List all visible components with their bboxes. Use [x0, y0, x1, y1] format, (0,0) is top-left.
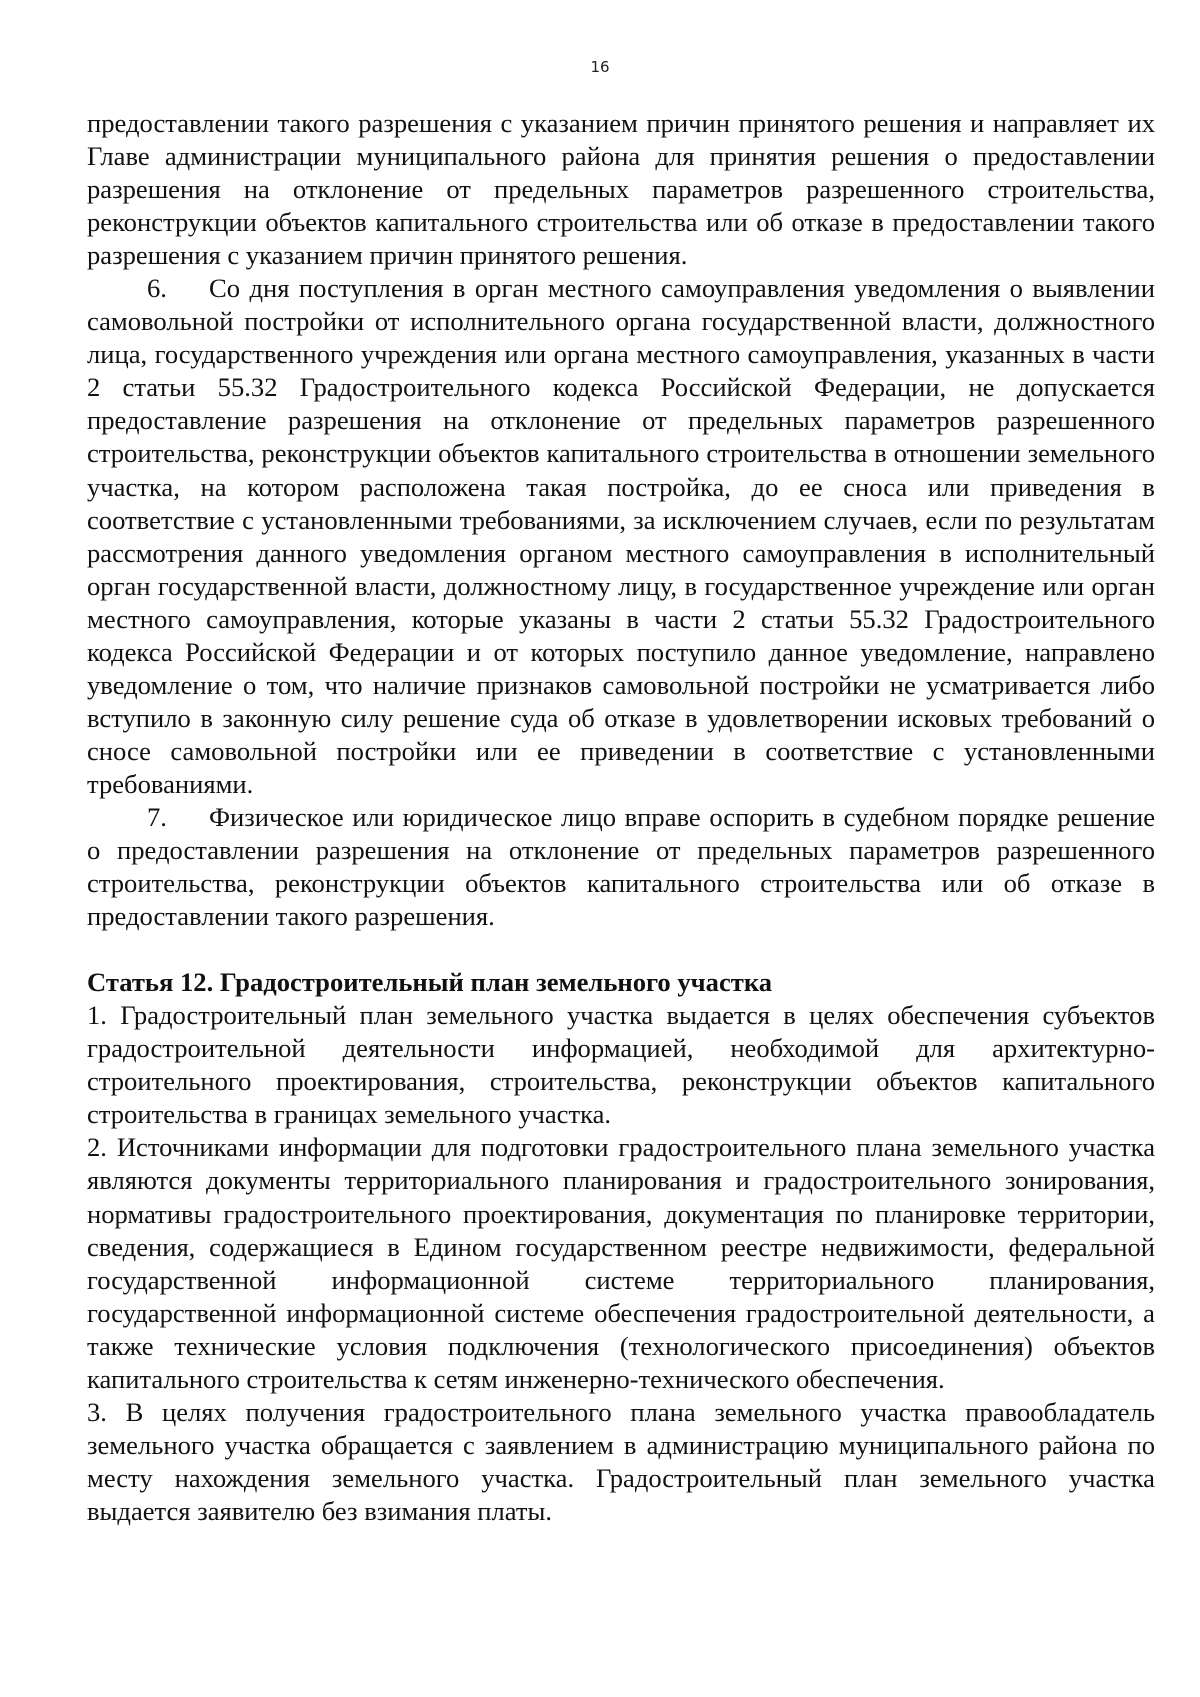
article-paragraph-3: 3. В целях получения градостроительного плана земельного участка правообладатель земельного участка обращается с заявлением в администрацию муниципального района по месту нахождения земельного участка. Градостроительный план земельного участка выдается заявителю без взимания платы. [87, 1396, 1155, 1526]
intro-paragraph: предоставлении такого разрешения с указанием причин принятого решения и направляет их Главе администрации муниципального района для принятия решения о предоставлении разрешения на отклонение от предельных параметров разрешенного строительства, реконструкции объектов капитального строительства или об отказе в предоставлении такого разрешения с указанием причин принятого решения. [87, 108, 1155, 271]
item-text: Физическое или юридическое лицо вправе оспорить в судебном порядке решение о предоставлении разрешения на отклонение от предельных параметров разрешенного строительства, реконструкции объектов капитального строительства или об отказе в предоставлении такого разрешения. [87, 801, 1155, 932]
document-body [87, 107, 1155, 1528]
item-number: 7. [147, 801, 167, 832]
article-paragraph-1: 1. Градостроительный план земельного участка выдается в целях обеспечения субъектов градостроительной деятельности информацией, необходимой для архитектурно-строительного проектирования, строительства, реконструкции объектов капитального строительства в границах земельного участка. [87, 1000, 1155, 1130]
numbered-paragraph-6 [87, 272, 1155, 801]
item-text: Со дня поступления в орган местного самоуправления уведомления о выявлении самовольной постройки от исполнительного органа государственной власти, должностного лица, государственного учреждения или органа местного самоуправления, указанных в части 2 статьи 55.32 Градостроительного кодекса Российской Федерации, не допускается предоставление разрешения на отклонение от предельных параметров разрешенного строительства, реконструкции объектов капитального строительства в отношении земельного участка, на котором расположена такая постройка, до ее сноса или приведения в соответствие с установленными требованиями, за исключением случаев, если по результатам рассмотрения данного уведомления органом местного самоуправления в исполнительный орган государственной власти, должностному лицу, в государственное учреждение или орган местного самоуправления, которые указаны в части 2 статьи 55.32 Градостроительного кодекса Российской Федерации и от которых поступило данное уведомление, направлено уведомление о том, что наличие признаков самовольной постройки не усматривается либо вступило в законную силу решение суда об отказе в удовлетворении исковых требований о сносе самовольной постройки или ее приведении в соответствие с установленными требованиями. [87, 273, 1155, 799]
item-number: 6. [147, 273, 167, 304]
article-paragraph-2: 2. Источниками информации для подготовки градостроительного плана земельного участка являются документы территориального планирования и градостроительного зонирования, нормативы градостроительного проектирования, документация по планировке территории, сведения, содержащиеся в Едином государственном реестре недвижимости, федеральной государственной информационной системе территориального планирования, государственной информационной системе обеспечения градостроительной деятельности, а также технические условия подключения (технологического присоединения) объектов капитального строительства к сетям инженерно-технического обеспечения. [87, 1132, 1155, 1394]
numbered-paragraph-7 [87, 801, 1155, 933]
page-number: 16 [590, 58, 610, 76]
article-heading: Статья 12. Градостроительный план земельного участка [87, 967, 773, 998]
